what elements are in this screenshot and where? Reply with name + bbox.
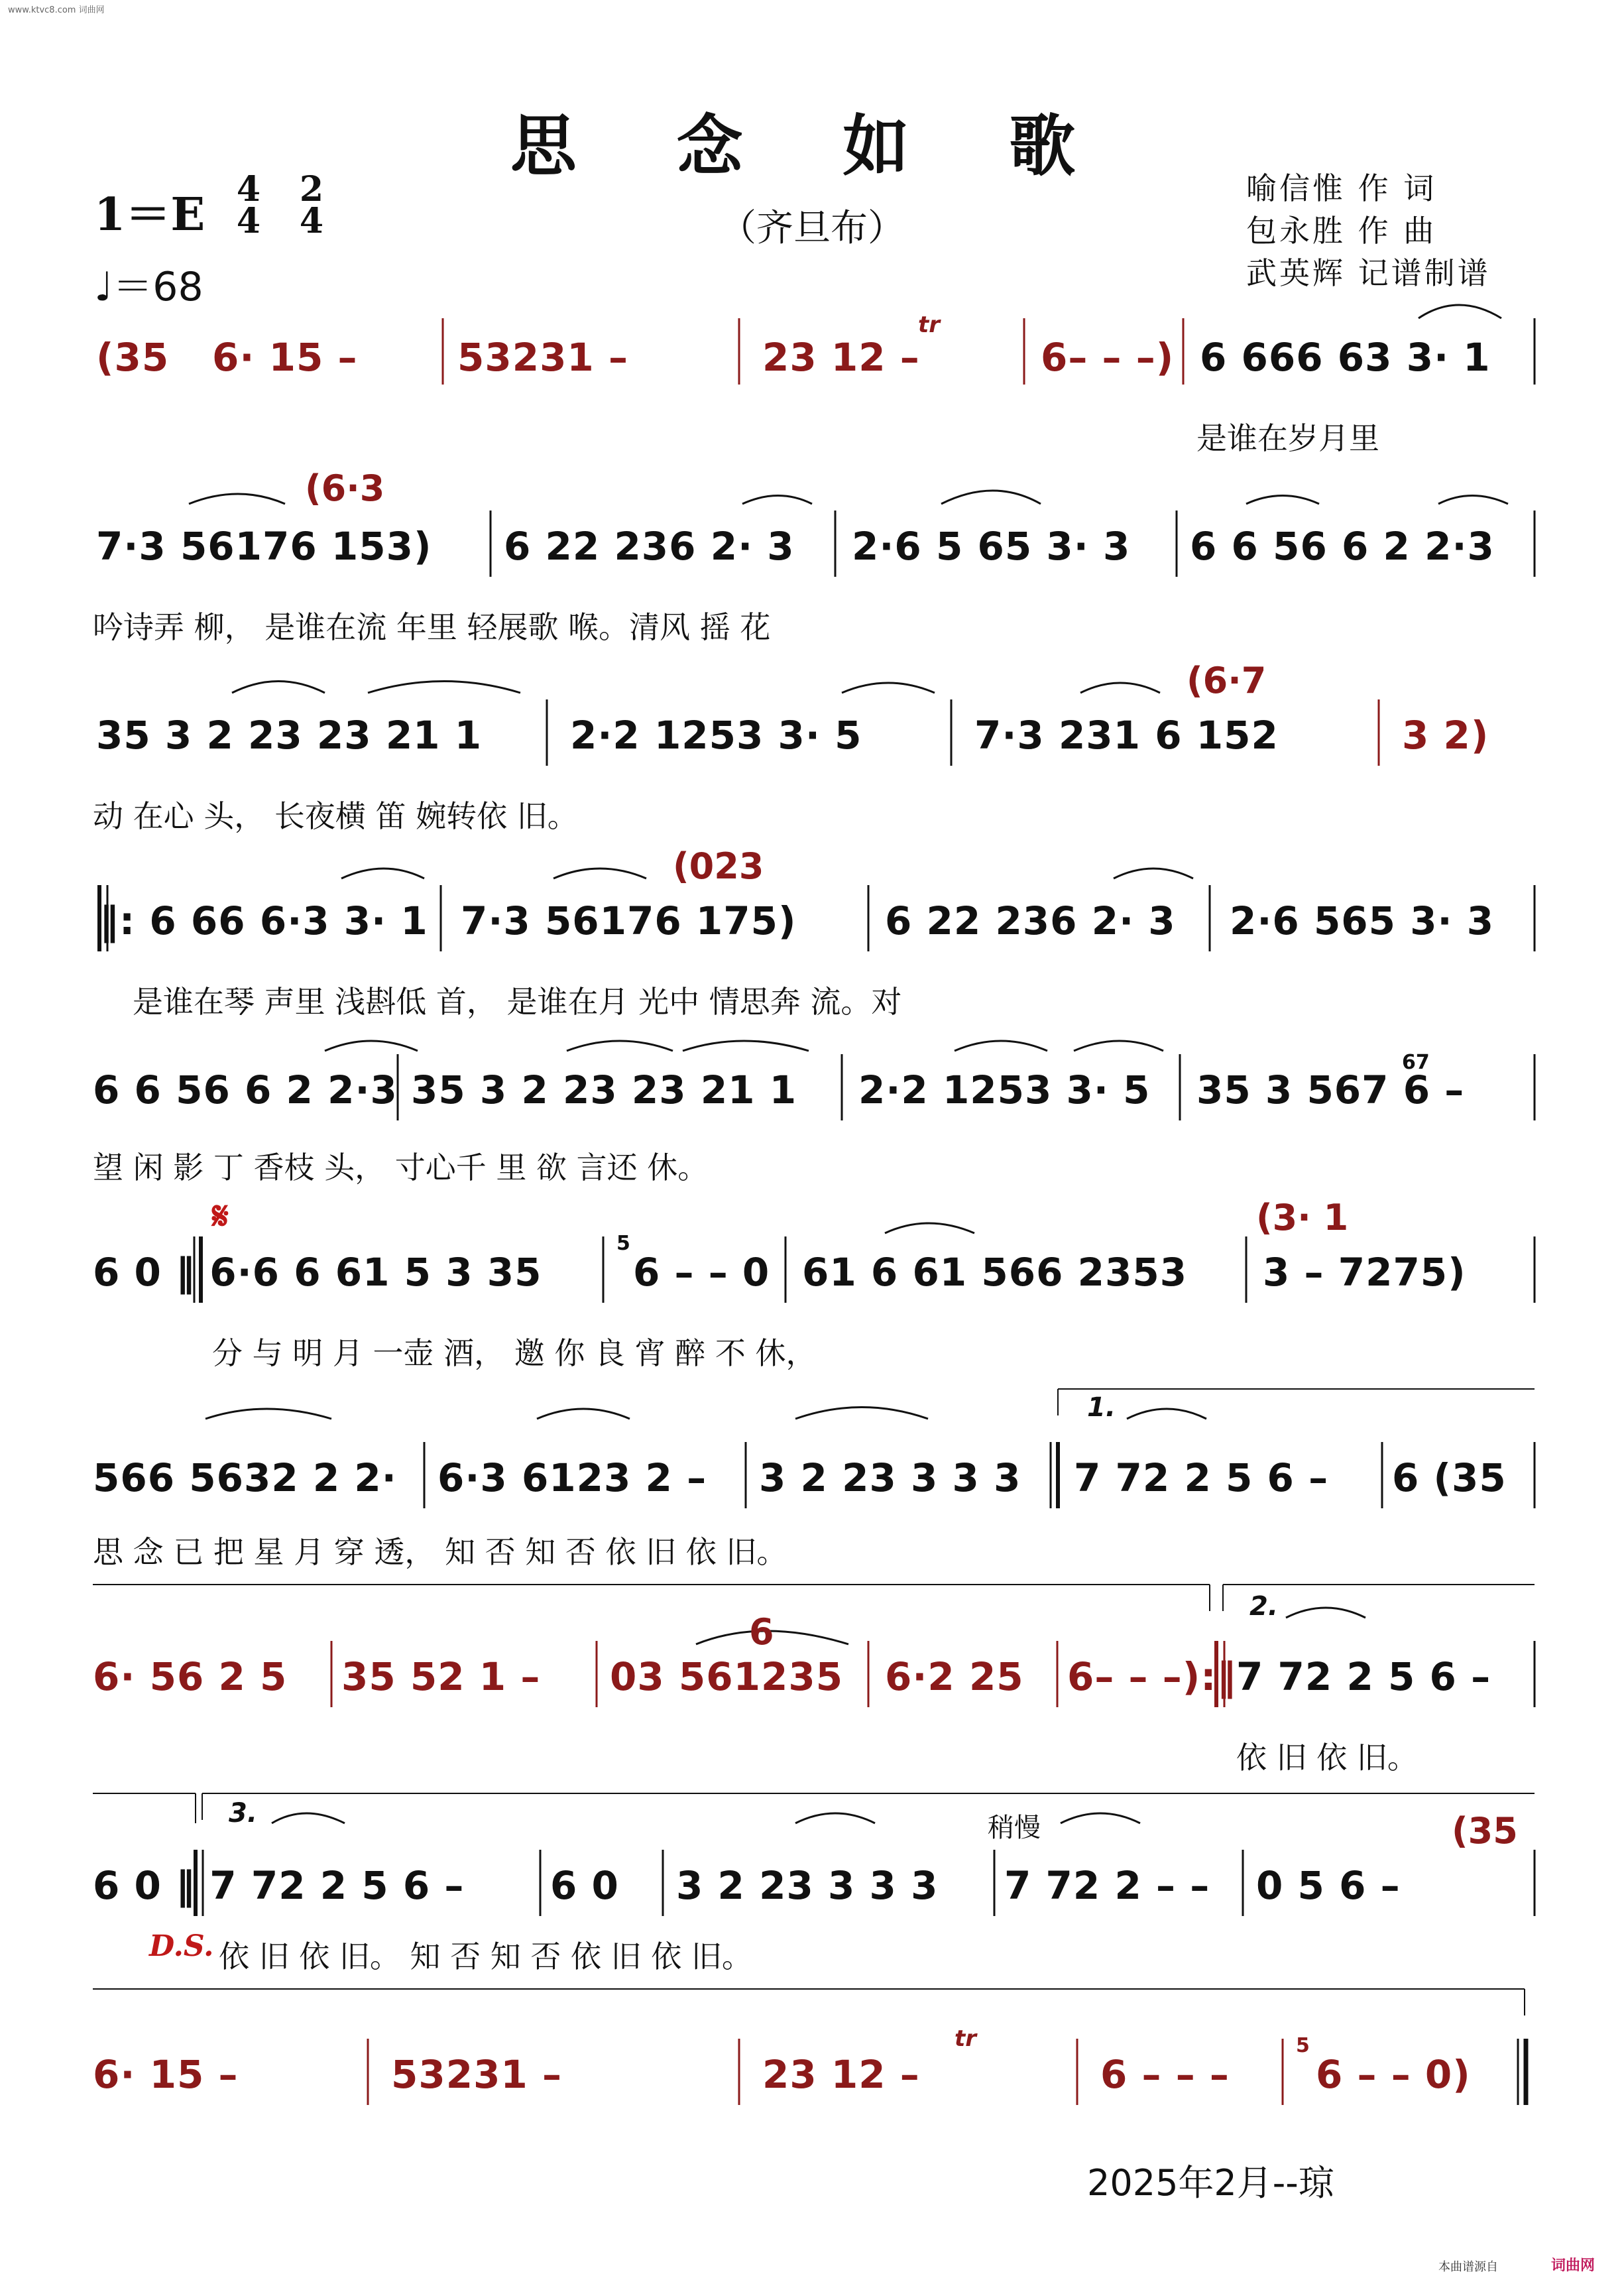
footer-logo[interactable]: 词曲网 — [1551, 2257, 1595, 2274]
measure-30: 7 72 2 – – — [1004, 1863, 1210, 1908]
measure-17: 6 0 ‖ 6·6 6 61 5 3 35 — [93, 1250, 542, 1295]
measure-8: 7·3 231 6 152 — [974, 713, 1279, 758]
interlude-3: 03 561235 — [610, 1654, 844, 1699]
outro-4: 6 – – – — [1100, 2052, 1230, 2097]
measure-13: 6 6 56 6 2 2·3 — [93, 1067, 398, 1112]
lyrics-line-9: 依 旧 依 旧。 知 否 知 否 依 旧 依 旧。 — [219, 1939, 752, 1974]
measure-11: 6 22 236 2· 3 — [885, 898, 1176, 943]
measure-16: 35 3 567 6 – — [1196, 1067, 1465, 1112]
measure-4: 2·6 5 65 3· 3 — [852, 524, 1131, 569]
lyrics-line-1: 是谁在岁月里 — [1196, 420, 1379, 456]
time-signature-1: 4 4 — [236, 169, 261, 241]
outro-3: 23 12 – — [762, 2052, 920, 2097]
measure-31: 0 5 6 – — [1256, 1863, 1401, 1908]
intro-pickup: (35 — [96, 335, 170, 380]
interlude-4: 6·2 25 — [885, 1654, 1024, 1699]
interlude-measure: 3 2) — [1402, 713, 1489, 758]
page-title: 思 念 如 歌 — [510, 107, 1114, 185]
grace-notes-2: (6·7 — [1187, 660, 1267, 701]
volta-3: 3. — [229, 1798, 258, 1829]
measure-25: 6 (35 — [1392, 1455, 1507, 1500]
trill-mark-2: tr — [955, 2025, 977, 2052]
interlude-1: 6· 56 2 5 — [93, 1654, 288, 1699]
grace-67: 67 — [1402, 1051, 1430, 1074]
measure-2: 7·3 56176 153) — [96, 524, 432, 569]
grace-5: 5 — [616, 1232, 630, 1255]
trill-mark: tr — [918, 312, 941, 338]
credit-arranger: 武英辉 记谱制谱 — [1246, 255, 1491, 291]
measure-24: 7 72 2 5 6 – — [1074, 1455, 1329, 1500]
measure-18: 6 – – 0 — [633, 1250, 770, 1295]
measure-28: 6 0 — [550, 1863, 619, 1908]
measure-15: 2·2 1253 3· 5 — [858, 1067, 1151, 1112]
volta-1: 1. — [1087, 1392, 1116, 1423]
grace-notes: (6·3 — [305, 467, 385, 509]
subtitle: （齐旦布） — [719, 207, 905, 250]
key-signature: 1＝E — [94, 188, 205, 241]
measure-22: 6·3 6123 2 – — [437, 1455, 707, 1500]
measure-21: 566 5632 2 2· — [93, 1455, 397, 1500]
outro-5: 6 – – 0) — [1316, 2052, 1471, 2097]
measure-1: 6 666 63 3· 1 — [1200, 335, 1491, 380]
interlude-2: 35 52 1 – — [341, 1654, 541, 1699]
grace-5-outro: 5 — [1296, 2034, 1310, 2057]
measure-6: 35 3 2 23 23 21 1 — [96, 713, 483, 758]
footer-source: 本曲谱源自 — [1438, 2260, 1498, 2274]
grace-notes-4: (3· 1 — [1256, 1197, 1349, 1238]
measure-20: 3 – 7275) — [1263, 1250, 1466, 1295]
measure-3: 6 22 236 2· 3 — [504, 524, 795, 569]
intro-measure-1: 6· 15 – — [212, 335, 358, 380]
outro-1: 6· 15 – — [93, 2052, 239, 2097]
site-header: www.ktvc8.com 词曲网 — [8, 5, 105, 15]
measure-9: ‖: 6 66 6·3 3· 1 — [99, 898, 428, 943]
measure-27: 6 0 ‖ 7 72 2 5 6 – — [93, 1863, 465, 1908]
measure-29: 3 2 23 3 3 3 — [676, 1863, 939, 1908]
interlude-5: 6– – –):‖ — [1067, 1654, 1237, 1699]
measure-5: 6 6 56 6 2 2·3 — [1190, 524, 1495, 569]
intro-measure-3: 23 12 – — [762, 335, 920, 380]
measure-23: 3 2 23 3 3 3 — [759, 1455, 1021, 1500]
grace-notes-3: (023 — [673, 845, 764, 887]
measure-7: 2·2 1253 3· 5 — [570, 713, 862, 758]
volta-2: 2. — [1249, 1591, 1279, 1622]
outro-2: 53231 – — [391, 2052, 562, 2097]
tempo-marking: ♩＝68 — [94, 264, 203, 310]
lyrics-line-2: 吟诗弄 柳， 是谁在流 年里 轻展歌 喉。清风 摇 花 — [93, 609, 771, 645]
intro-measure-4: 6– – –) — [1041, 335, 1175, 380]
lyrics-line-7: 思 念 已 把 星 月 穿 透， 知 否 知 否 依 旧 依 旧。 — [93, 1534, 787, 1570]
lyrics-line-6: 分 与 明 月 一壶 酒， 邀 你 良 宵 醉 不 休， — [212, 1335, 817, 1371]
credit-composer: 包永胜 作 曲 — [1246, 213, 1437, 249]
date-signature: 2025年2月--琼 — [1087, 2162, 1334, 2204]
credit-lyricist: 喻信惟 作 词 — [1246, 170, 1437, 206]
lyrics-line-5: 望 闲 影 丁 香枝 头， 寸心千 里 欲 言还 休。 — [93, 1150, 709, 1185]
measure-14: 35 3 2 23 23 21 1 — [411, 1067, 797, 1112]
measure-26: 7 72 2 5 6 – — [1236, 1654, 1491, 1699]
tempo-slow: 稍慢 — [988, 1813, 1041, 1843]
measure-12: 2·6 565 3· 3 — [1230, 898, 1495, 943]
measure-19: 61 6 61 566 2353 — [802, 1250, 1188, 1295]
time-signature-2: 2 4 — [299, 169, 324, 241]
outro-pickup: (35 — [1452, 1810, 1518, 1852]
tuplet-mark: 6 — [749, 1611, 774, 1653]
lyrics-line-8: 依 旧 依 旧。 — [1236, 1740, 1418, 1775]
intro-measure-2: 53231 – — [457, 335, 628, 380]
lyrics-line-4: 是谁在琴 声里 浅斟低 首， 是谁在月 光中 情思奔 流。对 — [133, 984, 902, 1020]
measure-10: 7·3 56176 175) — [461, 898, 797, 943]
ds-marking: D.S. — [149, 1929, 214, 1963]
segno-sign: 𝄋 — [212, 1193, 229, 1238]
lyrics-line-3: 动 在心 头， 长夜横 笛 婉转依 旧。 — [93, 798, 578, 834]
